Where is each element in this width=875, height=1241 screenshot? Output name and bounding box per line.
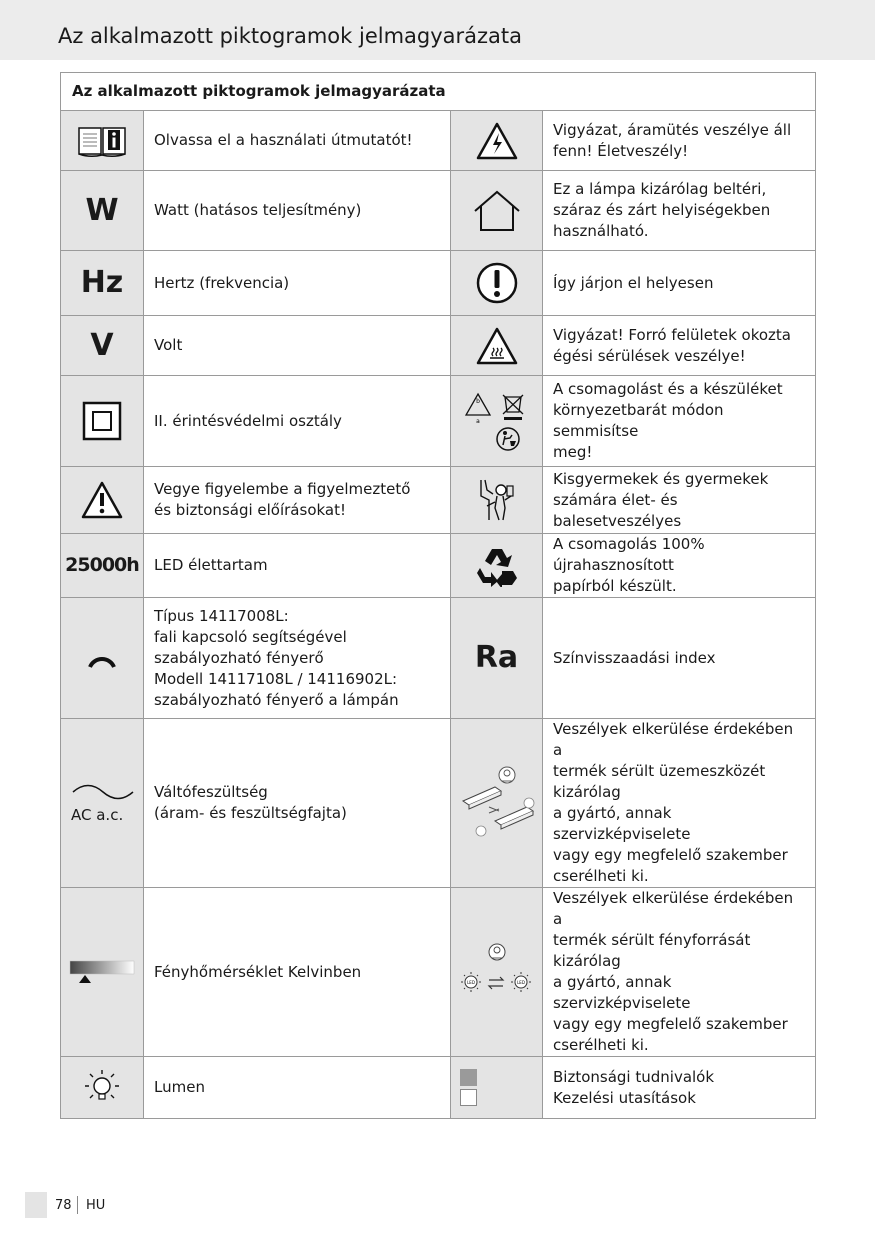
- legend-text: LED élettartam: [144, 534, 451, 598]
- dimmable-arc-icon: [61, 598, 144, 719]
- legend-text: Vigyázat! Forró felületek okozta égési sérülések veszélye!: [543, 316, 816, 376]
- footer-divider: [77, 1196, 78, 1214]
- protection-class-ii-icon: [61, 376, 144, 467]
- legend-text: Volt: [144, 316, 451, 376]
- svg-text:a: a: [475, 418, 480, 425]
- legend-text: Olvassa el a használati útmutatót!: [144, 111, 451, 171]
- page-number: 78: [55, 1198, 72, 1213]
- legend-text: Veszélyek elkerülése érdekében a termék sérült fényforrását kizárólag a gyártó, annak szervizképviselete vagy egy megfelelő szakember cserélheti ki.: [543, 888, 816, 1057]
- info-squares-icon: [451, 1057, 543, 1119]
- table-row: [61, 111, 816, 171]
- table-row: [61, 888, 816, 1057]
- legend-text: A csomagolást és a készüléket környezetbarát módon semmisítse meg!: [543, 376, 816, 467]
- volt-icon: V: [61, 316, 144, 376]
- table-row: [61, 316, 816, 376]
- legend-text: Vegye figyelembe a figyelmeztető és biztonsági előírásokat!: [144, 467, 451, 534]
- table-row: [61, 251, 816, 316]
- table-row: [61, 719, 816, 888]
- legend-text: Lumen: [144, 1057, 451, 1119]
- legend-text: Színvisszaadási index: [543, 598, 816, 719]
- legend-text: Veszélyek elkerülése érdekében a termék sérült üzemeszközét kizárólag a gyártó, annak szervizképviselete vagy egy megfelelő szakember cserélheti ki.: [543, 719, 816, 888]
- led-lifetime-icon: 25000h: [61, 534, 144, 598]
- hertz-icon: Hz: [61, 251, 144, 316]
- table-row: [61, 171, 816, 251]
- table-row: [61, 467, 816, 534]
- legend-text: Hertz (frekvencia): [144, 251, 451, 316]
- warning-triangle-icon: [61, 467, 144, 534]
- watt-icon: W: [61, 171, 144, 251]
- lumen-bulb-icon: [61, 1057, 144, 1119]
- table-title: Az alkalmazott piktogramok jelmagyarázata: [61, 73, 816, 111]
- page-title: Az alkalmazott piktogramok jelmagyarázata: [58, 24, 523, 48]
- table-row: [61, 598, 816, 719]
- pictogram-legend-table: [60, 72, 816, 1119]
- legend-text: Váltófeszültség (áram- és feszültségfajta): [144, 719, 451, 888]
- color-rendering-index-icon: Ra: [451, 598, 543, 719]
- footer-marker: [25, 1192, 47, 1218]
- recycle-icon: [451, 534, 543, 598]
- legend-text: Ez a lámpa kizárólag beltéri, száraz és zárt helyiségekben használható.: [543, 171, 816, 251]
- exclamation-circle-icon: [451, 251, 543, 316]
- legend-text: Típus 14117008L: fali kapcsoló segítségével szabályozható fényerő Modell 14117108L / 14116902L: szabályozható fényerő a lámpán: [144, 598, 451, 719]
- table-title-row: [61, 73, 816, 111]
- legend-text: Biztonsági tudnivalók Kezelési utasítások: [543, 1057, 816, 1119]
- legend-text: Fényhőmérséklet Kelvinben: [144, 888, 451, 1057]
- legend-text: A csomagolás 100% újrahasznosított papírból készült.: [543, 534, 816, 598]
- svg-text:LED: LED: [516, 980, 525, 985]
- table-row: [61, 376, 816, 467]
- disposal-recycling-icon: [451, 376, 543, 467]
- hot-surface-warning-icon: [451, 316, 543, 376]
- table-row: [61, 1057, 816, 1119]
- read-manual-icon: [61, 111, 144, 171]
- svg-text:b: b: [475, 398, 480, 405]
- legend-text: II. érintésvédelmi osztály: [144, 376, 451, 467]
- alternating-current-icon: AC a.c.: [61, 719, 144, 888]
- indoor-house-icon: [451, 171, 543, 251]
- legend-text: Vigyázat, áramütés veszélye áll fenn! Életveszély!: [543, 111, 816, 171]
- electric-shock-warning-icon: [451, 111, 543, 171]
- table-row: [61, 534, 816, 598]
- legend-text: Így járjon el helyesen: [543, 251, 816, 316]
- svg-text:LED: LED: [466, 980, 475, 985]
- language-code: HU: [86, 1198, 106, 1213]
- replace-light-source-by-specialist-icon: [451, 888, 543, 1057]
- legend-text: Watt (hatásos teljesítmény): [144, 171, 451, 251]
- color-temperature-icon: [61, 888, 144, 1057]
- child-danger-icon: [451, 467, 543, 534]
- legend-text: Kisgyermekek és gyermekek számára élet- és balesetveszélyes: [543, 467, 816, 534]
- replace-driver-by-specialist-icon: [451, 719, 543, 888]
